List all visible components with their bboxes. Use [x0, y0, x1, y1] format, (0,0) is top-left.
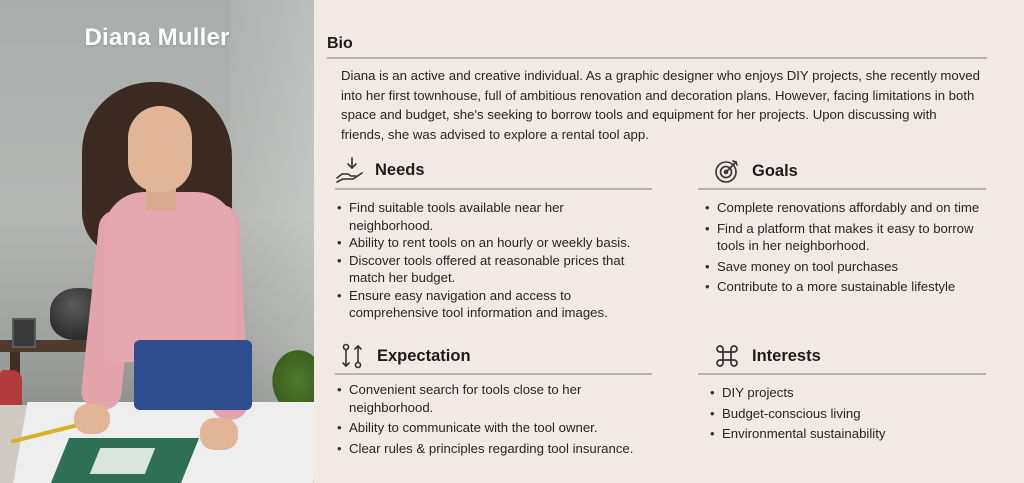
expectation-list: [335, 381, 665, 457]
persona-name: Diana Muller: [84, 24, 230, 51]
bio-divider: [327, 57, 987, 59]
list-item: • Ensure easy navigation and access to comprehensive tool information and images.: [335, 287, 647, 322]
needs-title: Needs: [375, 160, 425, 179]
list-item: • Find a platform that makes it easy to borrow tools in her neighborhood.: [703, 220, 986, 255]
plant: [268, 345, 314, 405]
expectation-divider: [335, 373, 652, 375]
hand-holding-download-icon: [335, 156, 365, 184]
interests-title: Interests: [752, 346, 821, 365]
needs-header: [335, 156, 425, 184]
command-icon: [712, 342, 742, 370]
list-item: • Discover tools offered at reasonable prices that match her budget.: [335, 252, 647, 287]
bio-text: Diana is an active and creative individual. As a graphic designer who enjoys DIY projects, she recently moved into her first townhouse, full of ambitious renovation and decoration plans. However, facing limitations in both space and budget, she's seeking to borrow tools and equipment for her projects. Upon discussing with friends, she was advised to explore a rental tool app.: [341, 68, 980, 142]
goals-header: [712, 157, 798, 185]
expectation-header: [337, 342, 471, 370]
expectation-title: Expectation: [377, 346, 471, 365]
needs-divider: [335, 188, 652, 190]
list-item: • Clear rules & principles regarding tool insurance.: [335, 440, 665, 458]
person-torso: [104, 192, 236, 362]
goals-title: Goals: [752, 161, 798, 180]
interests-list: [708, 384, 986, 443]
person-face: [128, 106, 192, 192]
bio-title: Bio: [327, 35, 353, 52]
list-item: • Contribute to a more sustainable lifestyle: [703, 278, 986, 296]
list-item: • Convenient search for tools close to her neighborhood.: [335, 381, 665, 416]
list-item: • Environmental sustainability: [708, 425, 986, 443]
git-compare-icon: [337, 342, 367, 370]
list-item: • Ability to rent tools on an hourly or weekly basis.: [335, 234, 647, 252]
needs-list: [335, 199, 647, 322]
list-item: • Complete renovations affordably and on time: [703, 199, 986, 217]
list-item: • Budget-conscious living: [708, 405, 986, 423]
interests-divider: [698, 373, 986, 375]
list-item: • Save money on tool purchases: [703, 258, 986, 276]
persona-photo: [0, 0, 314, 483]
goals-divider: [698, 188, 986, 190]
list-item: • DIY projects: [708, 384, 986, 402]
goals-list: [703, 199, 986, 296]
target-icon: [712, 157, 742, 185]
list-item: • Ability to communicate with the tool owner.: [335, 419, 665, 437]
picture-frame: [12, 318, 36, 348]
interests-header: [712, 342, 821, 370]
list-item: • Find suitable tools available near her neighborhood.: [335, 199, 647, 234]
